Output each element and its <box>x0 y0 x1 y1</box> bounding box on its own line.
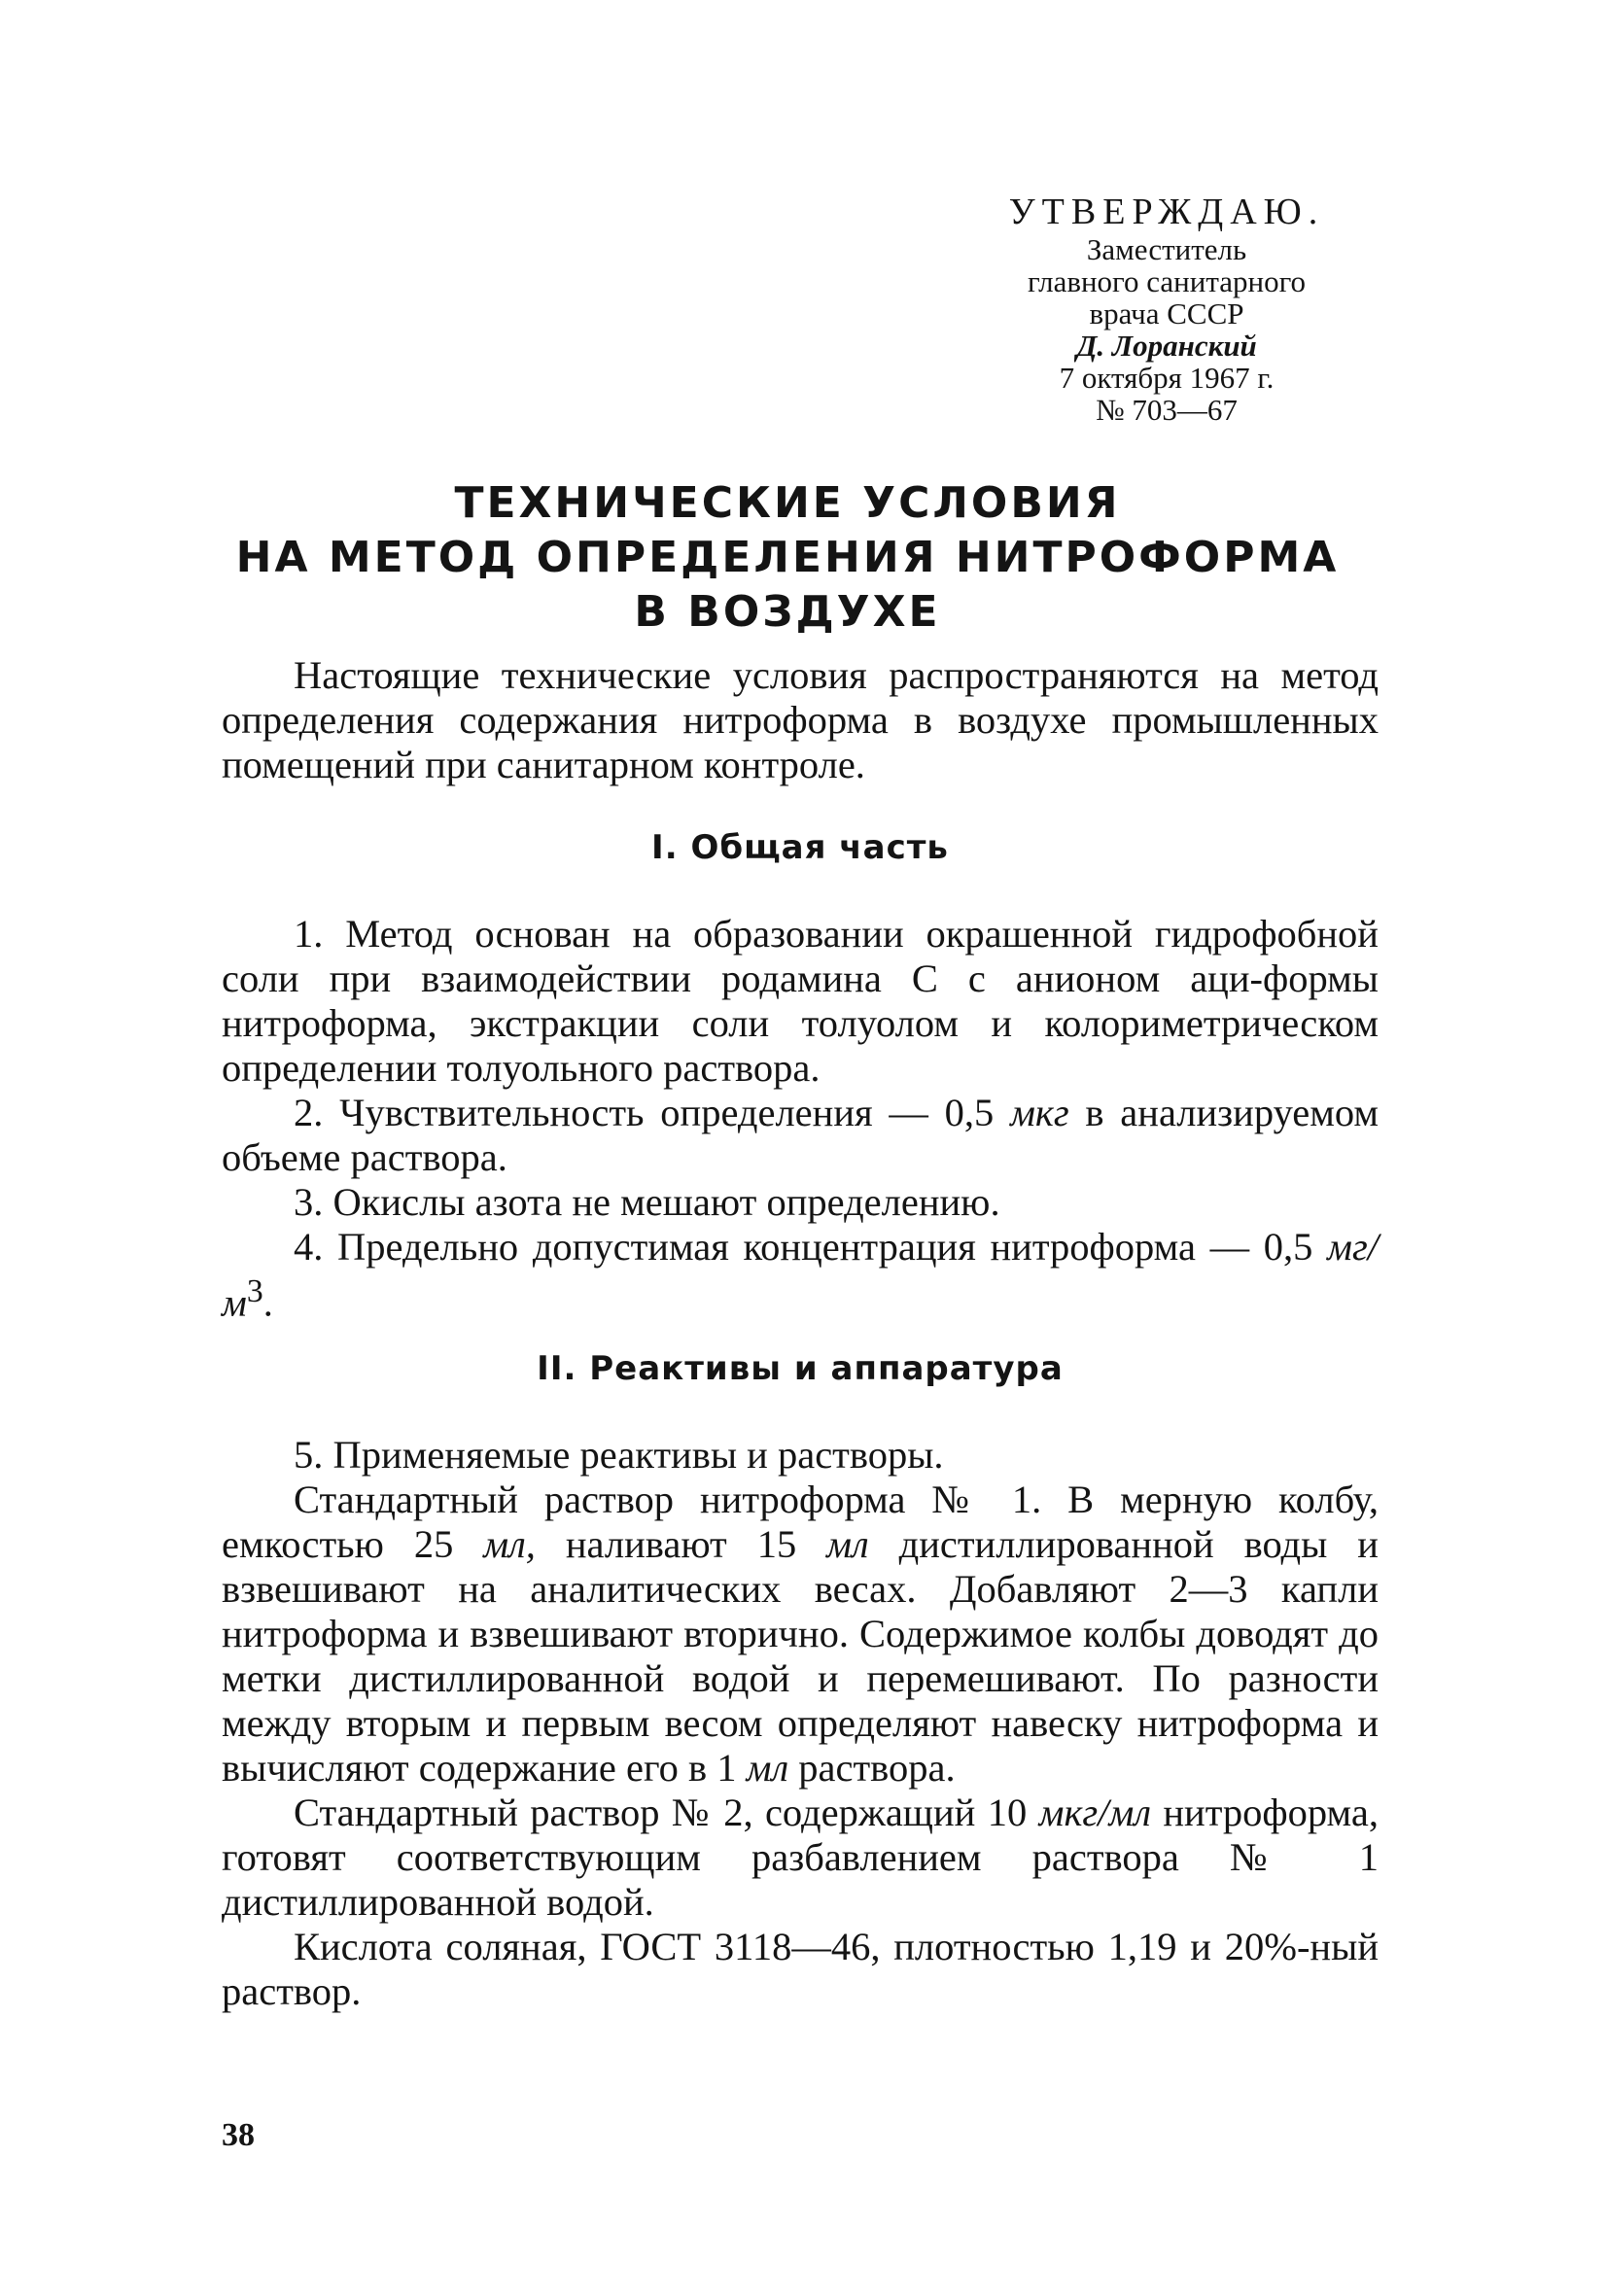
paragraph-hydrochloric-acid: Кислота соляная, ГОСТ 3118—46, плотностью 1,19 и 20%-ный раствор. <box>222 1925 1379 2013</box>
paragraph-standard-solution-1 <box>222 1478 1379 1791</box>
standard-solution-2-unit: мкг/мл <box>1038 1791 1151 1834</box>
section-reagents-body <box>222 1433 1379 2014</box>
approval-block <box>972 191 1361 426</box>
approval-title: УТВЕРЖДАЮ. <box>1008 191 1325 232</box>
paragraph-4-text: 4. Предельно допустимая концентрация нитроформа — 0,5 <box>294 1225 1328 1269</box>
paragraph-2-text-end: в анализируемом объеме раствора. <box>222 1091 1379 1179</box>
section-general-body <box>222 912 1379 1326</box>
page-number: 38 <box>222 2117 255 2153</box>
approval-position-line3: врача СССР <box>1089 296 1244 330</box>
section-heading-general: I. Общая часть <box>651 828 949 867</box>
section-heading-reagents: II. Реактивы и аппаратура <box>537 1349 1064 1388</box>
standard-solution-1-text-c: дистиллированной воды и взвешивают на аналитических весах. Добавляют 2—3 капли нитроформа и взвешивают вторично. Содержимое колбы доводят до метки дистиллированной водой и перемешивают. По разности между вторым и первым весом определяют навеску нитроформа и вычисляют содержание его в 1 <box>222 1522 1379 1790</box>
standard-solution-2-text-a: Стандартный раствор № 2, содержащий 10 <box>294 1791 1039 1834</box>
document-title <box>194 476 1380 640</box>
paragraph-3: 3. Окислы азота не мешают определению. <box>294 1180 1000 1224</box>
paragraph-standard-solution-2 <box>222 1791 1379 1925</box>
paragraph-2 <box>222 1091 1379 1180</box>
paragraph-4-unit: мг/м <box>222 1225 1379 1325</box>
standard-solution-1-text-d: раствора. <box>788 1746 956 1790</box>
approval-position-line2: главного санитарного <box>1027 264 1307 298</box>
standard-solution-2-text-b: нитроформа, готовят соответствующим разбавлением раствора № 1 дистиллированной водой. <box>222 1791 1379 1924</box>
paragraph-4-text-end: . <box>262 1280 273 1325</box>
paragraph-2-text: 2. Чувствительность определения — 0,5 <box>294 1091 1011 1134</box>
paragraph-4 <box>222 1225 1379 1326</box>
standard-solution-1-unit-a: мл, <box>483 1522 536 1566</box>
intro-block <box>222 653 1379 787</box>
standard-solution-1-unit-b: мл <box>826 1522 869 1566</box>
standard-solution-1-text-a: Стандартный раствор нитроформа № 1. В мерную колбу, емкостью 25 <box>222 1478 1379 1566</box>
paragraph-2-unit: мкг <box>1010 1091 1069 1134</box>
paragraph-5: 5. Применяемые реактивы и растворы. <box>294 1433 944 1477</box>
document-title-line3: В ВОЗДУХЕ <box>634 587 941 637</box>
approval-number: № 703—67 <box>1096 393 1238 427</box>
intro-paragraph: Настоящие технические условия распространяются на метод определения содержания нитроформа в воздухе промышленных помещений при санитарном контроле. <box>222 653 1379 786</box>
approval-date: 7 октября 1967 г. <box>1059 361 1275 395</box>
standard-solution-1-text-b: наливают 15 <box>535 1522 827 1566</box>
standard-solution-1-unit-c: мл <box>746 1746 789 1790</box>
approval-signatory-name: Д. Лоранский <box>1076 329 1257 363</box>
paragraph-4-unit-exponent: 3 <box>246 1273 263 1309</box>
document-title-line2: НА МЕТОД ОПРЕДЕЛЕНИЯ НИТРОФОРМА <box>235 533 1340 582</box>
document-title-line1: ТЕХНИЧЕСКИЕ УСЛОВИЯ <box>454 478 1121 528</box>
paragraph-1: 1. Метод основан на образовании окрашенной гидрофобной соли при взаимодействии родамина С с анионом аци-формы нитроформа, экстракции соли толуолом и колориметрическом определении толуольного раствора. <box>222 912 1379 1090</box>
approval-position-line1: Заместитель <box>1086 232 1247 266</box>
